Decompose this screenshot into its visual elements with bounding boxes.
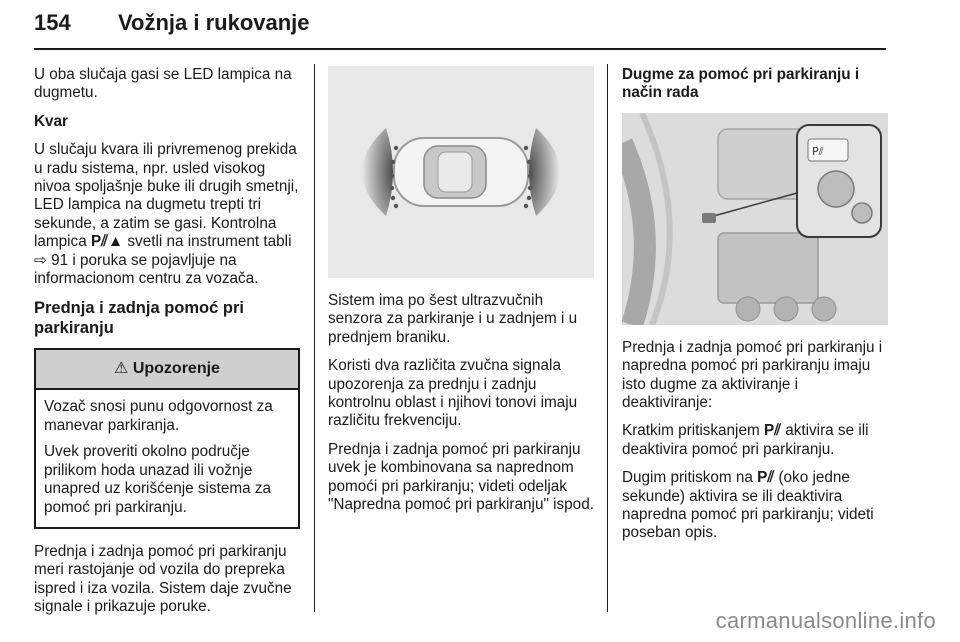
button-heading: Dugme za pomoć pri parkiranju i način rada [622, 66, 860, 102]
parking-assist-icon-2: P⫽ [757, 469, 775, 487]
short-press-text-b: aktivira se ili deaktivira pomoć pri parkiranju. [622, 422, 869, 458]
signal-paragraph: Koristi dva različita zvučna signala upozorenja za prednju i zadnju kontrolnu oblast i njihovi tonovi imaju različitu frekvenciju. [328, 357, 578, 430]
column-2 [328, 66, 594, 524]
shared-button-paragraph: Prednja i zadnja pomoć pri parkiranju i napredna pomoć pri parkiranju imaju isto dugme za aktiviranje i deaktiviranje: [622, 338, 883, 412]
fault-paragraph [34, 141, 300, 288]
car-sensor-zones-image [328, 66, 594, 278]
warning-paragraph-2: Uvek proveriti okolno područje prilikom hoda unazad ili vožnje unapred uz korišćenje sistema za pomoć pri parkiranju. [44, 443, 272, 516]
sensor-paragraph: Sistem ima po šest ultrazvučnih senzora za parkiranje i u zadnjem i u prednjem braniku. [328, 292, 578, 346]
short-press-paragraph [622, 422, 888, 459]
short-press-text-a: Kratkim pritiskanjem [622, 422, 760, 440]
watermark: carmanualsonline.info [715, 608, 936, 633]
long-press-text-b: (oko jedne sekunde) aktivira se ili deaktivira napredna pomoć pri parkiranju; videti poseban opis. [622, 469, 874, 542]
intro-paragraph: U oba slučaja gasi se LED lampica na dugmetu. [34, 66, 292, 102]
parking-sensor-illustration [328, 66, 594, 278]
page-title: Vožnja i rukovanje [118, 10, 310, 35]
fault-heading: Kvar [34, 112, 69, 130]
warning-paragraph-1: Vozač snosi punu odgovornost za manevar parkiranja. [44, 398, 273, 434]
warning-triangle-icon: ⚠ [114, 360, 129, 378]
column-divider-2 [607, 64, 608, 612]
warning-body [36, 390, 298, 526]
fault-text-b: svetli na instrument tabli [127, 233, 292, 251]
header-rule [34, 48, 886, 50]
warning-title: Upozorenje [132, 360, 220, 378]
warning-box [34, 348, 300, 528]
dashboard-button-image [622, 113, 888, 325]
section-heading: Prednja i zadnja pomoć pri parkiranju [34, 299, 244, 338]
parking-warning-icon: P⫽▲ [90, 233, 124, 251]
page-number: 154 [34, 10, 71, 35]
column-3 [622, 66, 888, 553]
long-press-text-a: Dugim pritiskom na [622, 469, 753, 487]
warning-header [36, 350, 298, 390]
long-press-paragraph [622, 469, 888, 543]
column-divider-1 [314, 64, 315, 612]
dashboard-illustration [622, 113, 888, 325]
page-header [34, 6, 886, 46]
combined-paragraph: Prednja i zadnja pomoć pri parkiranju uvek je kombinovana sa naprednom pomoći pri parkiranju; videti odeljak "Napredna pomoć pri parkiranju" ispod. [328, 440, 594, 514]
fault-text-c: 91 i poruka se pojavljuje na informacionom centru za vozača. [34, 251, 259, 288]
fault-text-a: U slučaju kvara ili privremenog prekida u radu sistema, npr. usled visokog nivoa spoljašnje buke ili drugih smetnji, LED lampica na dugmetu trepti tri sekunde, a zatim se gasi. Kontrolna lampica [34, 141, 299, 251]
svg-text:P⫽: P⫽ [812, 144, 824, 158]
column-1 [34, 66, 300, 627]
outro-paragraph: Prednja i zadnja pomoć pri parkiranju meri rastojanje od vozila do prepreka ispred i iza vozila. Sistem daje zvučne signale i prikazuje poruke. [34, 542, 292, 616]
parking-assist-icon: P⫽ [763, 422, 781, 440]
page-reference-icon: ⇨ [34, 251, 47, 269]
